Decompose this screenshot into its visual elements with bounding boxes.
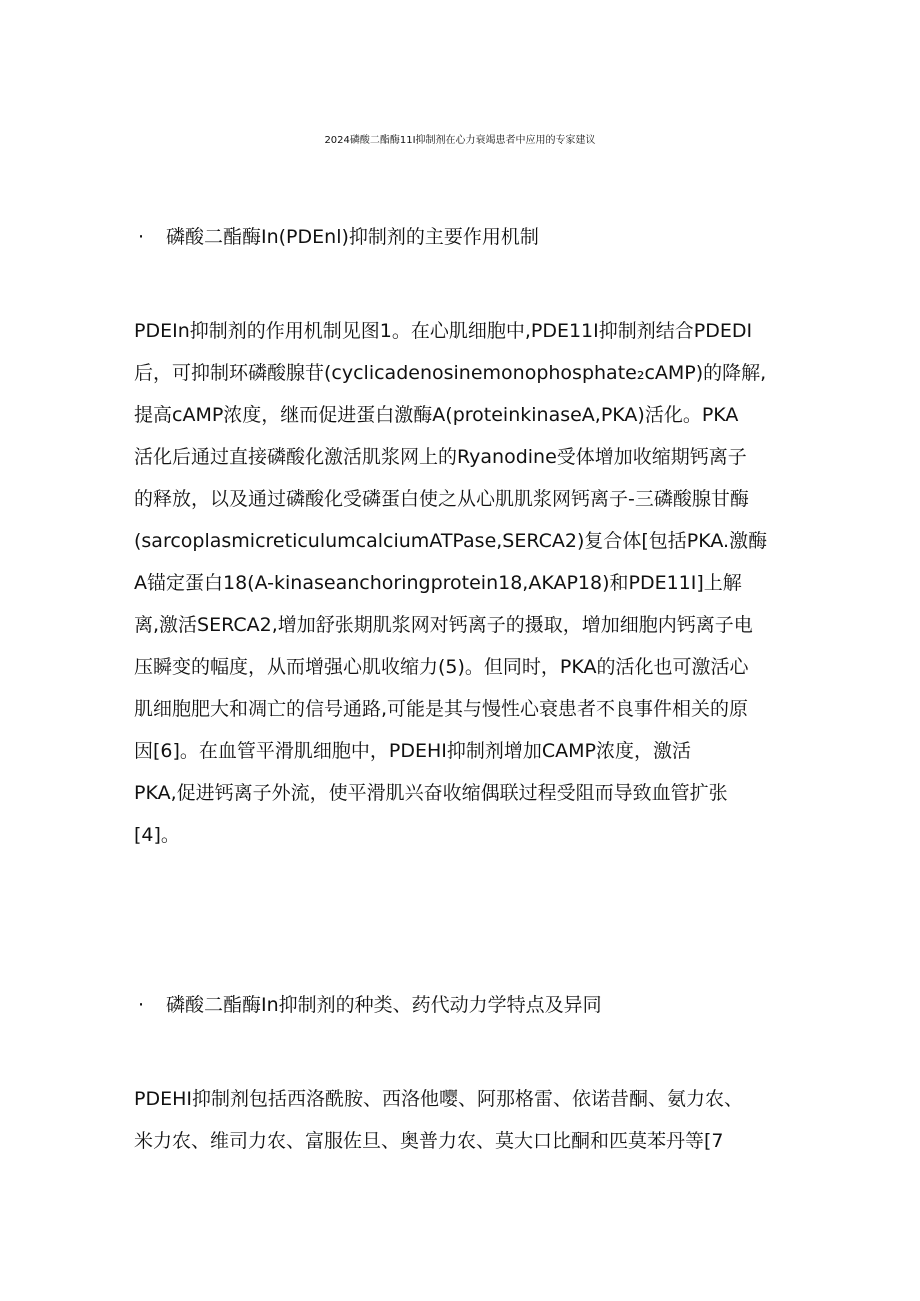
document-title: 2024磷酸二酯酶11I抑制剂在心力衰竭患者中应用的专家建议 xyxy=(324,135,596,146)
section-heading-mechanism xyxy=(138,222,539,252)
paragraph-types xyxy=(134,1078,794,1162)
paragraph-line: 的释放，以及通过磷酸化受磷蛋白使之从心肌肌浆网钙离子-三磷酸腺甘酶 xyxy=(134,488,749,510)
paragraph-line: 因[6]。在血管平滑肌细胞中，PDEHI抑制剂增加CAMP浓度，激活 xyxy=(134,740,692,762)
bullet-point: · xyxy=(138,226,145,248)
paragraph-line: 后，可抑制环磷酸腺苷(cyclicadenosinemonophosphate₂cAMP)的降解, xyxy=(134,362,767,384)
section-heading-text: 磷酸二酯酶In抑制剂的种类、药代动力学特点及异同 xyxy=(166,994,602,1016)
paragraph-line: 肌细胞肥大和凋亡的信号通路,可能是其与慢性心衰患者不良事件相关的原 xyxy=(134,698,749,720)
paragraph-line: PDEIn抑制剂的作用机制见图1。在心肌细胞中,PDE11I抑制剂结合PDEDI xyxy=(134,320,753,342)
paragraph-line: 离,激活SERCA2,增加舒张期肌浆网对钙离子的摄取，增加细胞内钙离子电 xyxy=(134,614,753,636)
paragraph-line: 米力农、维司力农、富服佐旦、奥普力农、莫大口比酮和匹莫苯丹等[7 xyxy=(134,1130,724,1152)
paragraph-line: PKA,促进钙离子外流，使平滑肌兴奋收缩偶联过程受阻而导致血管扩张 xyxy=(134,782,728,804)
paragraph-line: A锚定蛋白18(A-kinaseanchoringprotein18,AKAP18)和PDE11I]上解 xyxy=(134,572,742,594)
paragraph-line: 压瞬变的幅度，从而增强心肌收缩力(5)。但同时，PKA的活化也可激活心 xyxy=(134,656,749,678)
paragraph-line: (sarcoplasmicreticulumcalciumATPase,SERCA2)复合体[包括PKA.激酶 xyxy=(134,530,768,552)
section-heading-types xyxy=(138,990,602,1020)
paragraph-mechanism xyxy=(134,310,794,856)
section-heading-text: 磷酸二酯酶In(PDEnl)抑制剂的主要作用机制 xyxy=(166,226,539,248)
paragraph-line: [4]。 xyxy=(134,824,180,846)
bullet-point: · xyxy=(138,994,145,1016)
paragraph-line: PDEHI抑制剂包括西洛酰胺、西洛他嘤、阿那格雷、依诺昔酮、氨力农、 xyxy=(134,1088,743,1110)
paragraph-line: 提高cAMP浓度，继而促进蛋白激酶A(proteinkinaseA,PKA)活化。PKA xyxy=(134,404,739,426)
paragraph-line: 活化后通过直接磷酸化激活肌浆网上的Ryanodine受体增加收缩期钙离子 xyxy=(134,446,747,468)
